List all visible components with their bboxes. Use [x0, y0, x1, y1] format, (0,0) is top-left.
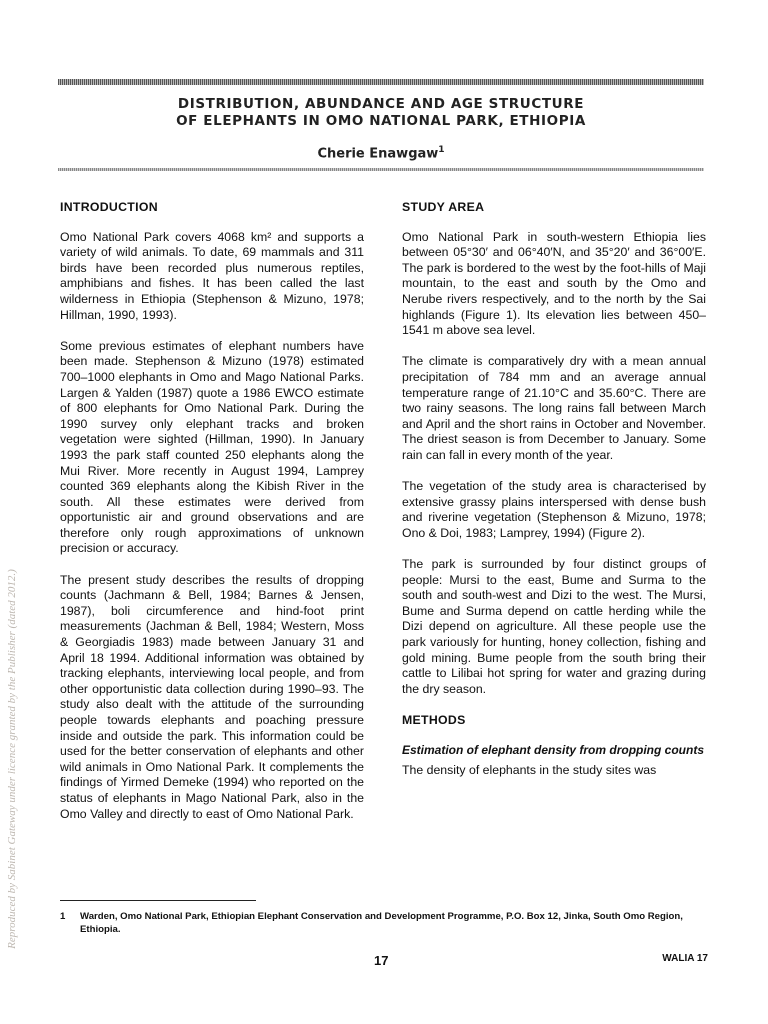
header-bottom-rule	[58, 168, 704, 171]
methods-subheading: Estimation of elephant density from dropping counts	[402, 742, 705, 757]
methods-paragraph: The density of elephants in the study sites was	[402, 762, 657, 777]
study-area-paragraph-1: Omo National Park in south-western Ethiopia lies between 05°30′ and 06°40′N, and 35°20′ and 36°00′E. The park is bordered to the west by the foot-hills of Maji mountain, to the east and south by the Omo and Nerube rivers respectively, and to the north by the Sai highlands (Figure 1). Its elevation lies between 450–1541 m above sea level.	[402, 229, 706, 338]
intro-paragraph-2: Some previous estimates of elephant numbers have been made. Stephenson & Mizuno (1978) estimated 700–1000 elephants in Omo and Mago National Parks. Largen & Yalden (1987) quote a 1986 EWCO estimate of 800 elephants for Omo National Park. During the 1990 survey only elephant tracks and broken vegetation were sighted (Hillman, 1990). In January 1993 the park staff counted 250 elephants along the Mui River. More recently in August 1994, Lamprey counted 369 elephants along the Kibish River in the south. All these estimates were derived from opportunistic air and ground observations and are therefore only rough approximations of unknown precision or accuracy.	[60, 338, 364, 556]
paper-title	[58, 96, 704, 130]
methods-heading: METHODS	[402, 713, 466, 727]
intro-paragraph-1: Omo National Park covers 4068 km² and supports a variety of wild animals. To date, 69 mammals and 311 birds have been recorded plus numerous reptiles, amphibians and fishes. It has been called the last wilderness in Ethiopia (Stephenson & Mizuno, 1978; Hillman, 1990, 1993).	[60, 229, 364, 322]
study-area-heading: STUDY AREA	[402, 200, 485, 214]
author-footnote-mark: 1	[438, 145, 445, 155]
footnote-text: Warden, Omo National Park, Ethiopian Elephant Conservation and Development Programme, P.O. Box 12, Jinka, South Omo Region, Ethiopia.	[80, 911, 683, 935]
title-line-2: OF ELEPHANTS IN OMO NATIONAL PARK, ETHIOPIA	[176, 113, 586, 129]
left-column	[60, 200, 364, 838]
study-area-paragraph-3: The vegetation of the study area is characterised by extensive grassy plains interspersed with dense bush and riverine vegetation (Stephenson & Mizuno, 1978; Ono & Doi, 1983; Lamprey, 1994) (Figure 2).	[402, 479, 706, 540]
journal-name: WALIA 17	[662, 953, 708, 964]
title-line-1: DISTRIBUTION, ABUNDANCE AND AGE STRUCTURE	[177, 96, 585, 112]
footnote-rule	[60, 900, 256, 901]
right-column	[402, 200, 706, 794]
intro-paragraph-3: The present study describes the results of dropping counts (Jachmann & Bell, 1984; Barnes & Jensen, 1987), boli circumference and hind-foot print measurements (Jachman & Bell, 1984; Western, Moss & Georgiadis 1983) made between January 31 and April 18 1994. Additional information was obtained by tracking elephants, interviewing local people, and from other opportunistic data collection during 1990–93. The study also dealt with the attitude of the surrounding people towards elephants and poaching pressure inside and outside the park. This information could be used for the better conservation of elephants and other wild animals in Omo National Park. It complements the findings of Yirmed Demeke (1994) who reported on the status of elephants in Mago National Park, also in the Omo Valley and directly to east of Omo National Park.	[60, 572, 364, 821]
study-area-paragraph-2: The climate is comparatively dry with a mean annual precipitation of 784 mm and an average annual temperature range of 21.10°C and 35.60°C. There are two rainy seasons. The long rains fall between March and April and the short rains in October and November. The driest season is from December to January. Some rain can fall in every month of the year.	[402, 354, 706, 462]
footnote-number: 1	[60, 911, 66, 922]
author-text: Cherie Enawgaw	[317, 146, 439, 162]
author-name	[58, 145, 704, 161]
header-top-rule	[58, 79, 704, 85]
page-number: 17	[374, 953, 389, 968]
study-area-paragraph-4: The park is surrounded by four distinct groups of people: Mursi to the east, Bume and Surma to the south and south-west and Dizi to the west. The Mursi, Bume and Surma depend on cattle herding while the Dizi depend on agriculture. All these people use the park variously for hunting, honey collection, fishing and gold mining. Bume people from the south bring their cattle to Lilibai hot spring for water and grazing during the dry season.	[402, 557, 706, 696]
sabinet-watermark: Reproduced by Sabinet Gateway under licence granted by the Publisher (dated 2012.)	[6, 569, 18, 949]
introduction-heading: INTRODUCTION	[60, 200, 158, 214]
footnote	[60, 910, 706, 936]
